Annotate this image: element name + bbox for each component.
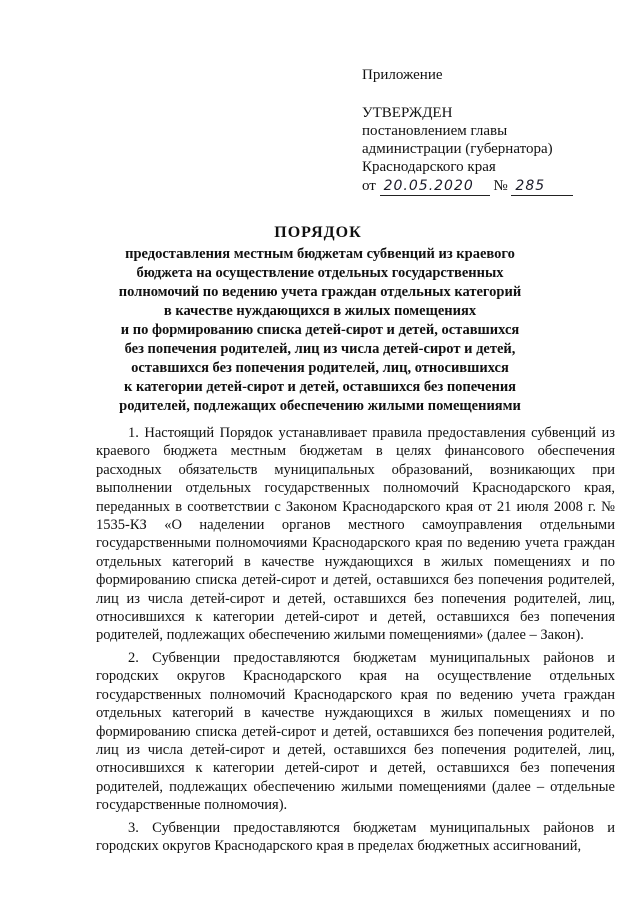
appendix-label: Приложение — [362, 67, 443, 83]
subtitle-line: бюджета на осуществление отдельных государственных — [136, 265, 504, 281]
paragraph-1: 1. Настоящий Порядок устанавливает правила предоставления субвенций из краевого бюджета местным бюджетам в целях финансового обеспечения расходных обязательств муниципальных образований, возникающих при выполнении отдельных государственных полномочий Краснодарского края, переданных в соответствии с Законом Краснодарского края от 21 июля 2008 г. № 1535-КЗ «О наделении органов местного самоуправления отдельными государственными полномочиями Краснодарского края по ведению учета граждан отдельных категорий в качестве нуждающихся в жилых помещениях и по формированию списка детей-сирот и детей, оставшихся без попечения родителей, лиц из числа детей-сирот и детей, оставшихся без попечения родителей, лиц, относившихся к категории детей-сирот и детей, оставшихся без попечения родителей, подлежащих обеспечению жилыми помещениями» (далее – Закон). — [96, 425, 615, 644]
approved-label: УТВЕРЖДЕН — [362, 105, 453, 121]
approval-line-2: администрации (губернатора) — [362, 141, 553, 157]
handwritten-date: 20.05.2020 — [380, 177, 490, 196]
number-prefix: № — [493, 178, 508, 194]
handwritten-number: 285 — [511, 177, 573, 196]
approval-line-1: постановлением главы — [362, 123, 508, 139]
subtitle-line: к категории детей-сирот и детей, оставшихся без попечения — [123, 379, 517, 395]
subtitle-line: родителей, подлежащих обеспечению жилыми помещениями — [119, 398, 521, 414]
document-body — [96, 424, 615, 859]
approval-block — [362, 66, 612, 196]
document-title: ПОРЯДОК — [274, 224, 362, 241]
subtitle-line: предоставления местным бюджетам субвенций из краевого — [125, 246, 515, 262]
approval-date-row — [362, 177, 612, 196]
subtitle-line: полномочий по ведению учета граждан отдельных категорий — [118, 284, 522, 300]
subtitle-line: оставшихся без попечения родителей, лиц, относившихся — [131, 360, 509, 376]
subtitle-line: и по формированию списка детей-сирот и детей, оставшихся — [120, 322, 520, 338]
subtitle-line: в качестве нуждающихся в жилых помещениях — [163, 303, 477, 319]
date-prefix: от — [362, 178, 376, 194]
paragraph-3: 3. Субвенции предоставляются бюджетам муниципальных районов и городских округов Краснодарского края в пределах бюджетных ассигнований, — [96, 819, 615, 854]
paragraph-2: 2. Субвенции предоставляются бюджетам муниципальных районов и городских округов Краснодарского края на осуществление отдельных государственных полномочий Краснодарского края по ведению учета граждан отдельных категорий в качестве нуждающихся в жилых помещениях и по формированию списка детей-сирот и детей, оставшихся без попечения родителей, лиц из числа детей-сирот и детей, оставшихся без попечения родителей, лиц, относившихся к категории детей-сирот и детей, оставшихся без попечения родителей, подлежащих обеспечению жилыми помещениями (далее – отдельные государственные полномочия). — [96, 649, 615, 814]
approval-line-3: Краснодарского края — [362, 159, 496, 175]
subtitle-line: без попечения родителей, лиц из числа детей-сирот и детей, — [124, 341, 516, 357]
document-subtitle — [100, 245, 540, 416]
